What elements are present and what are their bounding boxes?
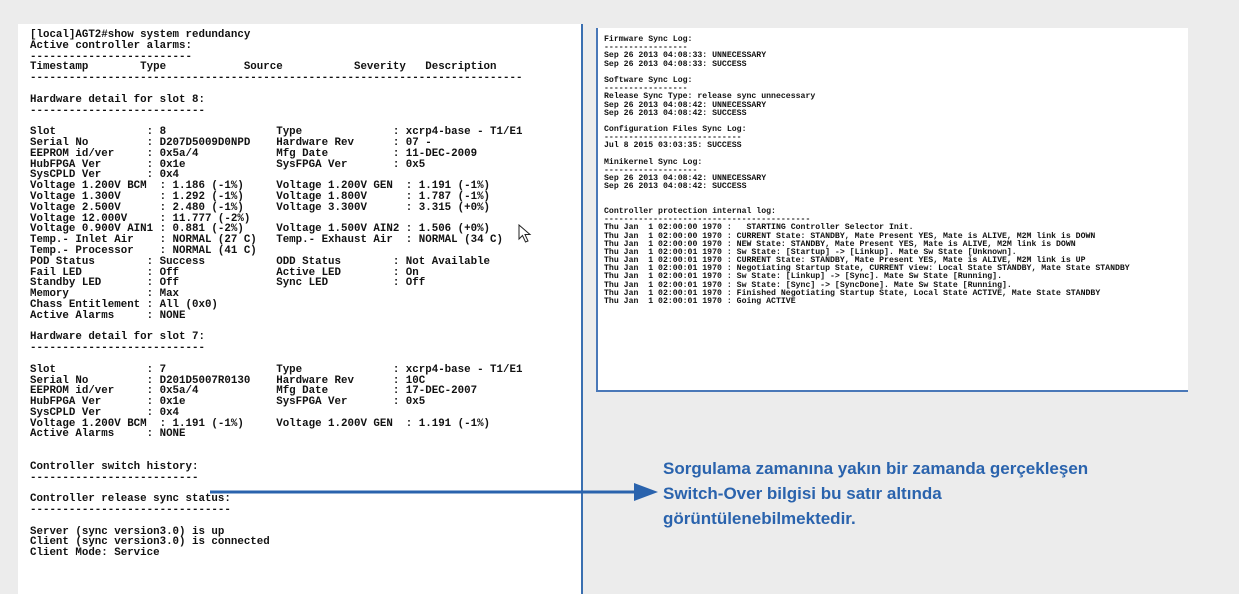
terminal-line: Server (sync version3.0) is up — [30, 525, 225, 538]
terminal-line: Controller switch history: — [30, 460, 199, 473]
terminal-line: Thu Jan 1 02:00:01 1970 : Finished Negotiating Startup State, Local State ACTIVE, Mate State STANDBY — [604, 288, 1101, 298]
terminal-line: Temp.- Processor : NORMAL (41 C) — [30, 244, 257, 257]
terminal-line: Active Alarms : NONE — [30, 428, 186, 441]
terminal-line: EEPROM id/ver : 0x5a/4 Mfg Date : 17-DEC-2007 — [30, 385, 478, 398]
terminal-line: Software Sync Log: — [604, 75, 693, 85]
terminal-line: Sep 26 2013 04:08:33: UNNECESSARY — [604, 51, 767, 61]
mouse-cursor-icon — [518, 224, 532, 244]
terminal-line: Hardware detail for slot 7: — [30, 331, 205, 344]
terminal-line — [604, 191, 1130, 199]
callout-annotation — [663, 456, 1223, 531]
terminal-line: Active Alarms : NONE — [30, 309, 186, 322]
terminal-line: Sep 26 2013 04:08:42: SUCCESS — [604, 182, 747, 192]
terminal-line: ------------------------- — [30, 50, 192, 63]
terminal-line: Voltage 1.200V BCM : 1.186 (-1%) Voltage 1.200V GEN : 1.191 (-1%) — [30, 180, 491, 193]
terminal-line — [30, 440, 522, 451]
callout-line: Sorgulama zamanına yakın bir zamanda gerçekleşen — [663, 459, 1089, 478]
terminal-line: Chass Entitlement : All (0x0) — [30, 298, 218, 311]
terminal-line: SysCPLD Ver : 0x4 — [30, 169, 180, 182]
terminal-line: Controller protection internal log: — [604, 206, 776, 216]
terminal-line: Temp.- Inlet Air : NORMAL (27 C) Temp.- Exhaust Air : NORMAL (34 C) — [30, 234, 503, 247]
terminal-line: Firmware Sync Log: — [604, 35, 693, 44]
terminal-line: Thu Jan 1 02:00:01 1970 : Sw State: [Linkup] -> [Sync]. Mate Sw State [Running]. — [604, 272, 1002, 282]
terminal-line: Memory : Max — [30, 288, 180, 301]
terminal-line: Active controller alarms: — [30, 39, 192, 52]
terminal-line: Serial No : D207D5009D0NPD Hardware Rev : 07 - — [30, 136, 432, 149]
terminal-line: Controller release sync status: — [30, 493, 231, 506]
terminal-line — [604, 68, 1130, 76]
terminal-line: Jul 8 2015 03:03:35: SUCCESS — [604, 141, 742, 151]
terminal-line — [604, 150, 1130, 158]
terminal-line: ---------------------------- — [604, 133, 742, 143]
terminal-line: Voltage 1.200V BCM : 1.191 (-1%) Voltage 1.200V GEN : 1.191 (-1%) — [30, 417, 491, 430]
terminal-line: Slot : 7 Type : xcrp4-base - T1/E1 — [30, 363, 523, 376]
terminal-line: HubFPGA Ver : 0x1e SysFPGA Ver : 0x5 — [30, 396, 426, 409]
terminal-line: -------------------------- — [30, 471, 199, 484]
right-terminal-text — [604, 35, 1130, 305]
terminal-line: ------------------- — [604, 166, 698, 175]
terminal-line: Sep 26 2013 04:08:42: UNNECESSARY — [604, 100, 767, 110]
left-terminal-panel — [18, 24, 583, 594]
terminal-line: [local]AGT2#show system redundancy — [30, 29, 251, 41]
terminal-line: Voltage 2.500V : 2.480 (-1%) Voltage 3.300V : 3.315 (+0%) — [30, 201, 491, 214]
terminal-line: POD Status : Success ODD Status : Not Available — [30, 255, 491, 268]
terminal-line: Client (sync version3.0) is connected — [30, 536, 270, 549]
terminal-line: --------------------------- — [30, 342, 205, 355]
terminal-line: Voltage 1.300V : 1.292 (-1%) Voltage 1.800V : 1.787 (-1%) — [30, 190, 491, 203]
terminal-line: Thu Jan 1 02:00:00 1970 : CURRENT State: STANDBY, Mate Present YES, Mate is ALIVE, M2M link is DOWN — [604, 231, 1096, 241]
terminal-line: HubFPGA Ver : 0x1e SysFPGA Ver : 0x5 — [30, 158, 426, 171]
callout-line: görüntülenebilmektedir. — [663, 509, 856, 528]
terminal-line: Thu Jan 1 02:00:00 1970 : STARTING Controller Selector Init. — [604, 223, 914, 233]
terminal-line: Sep 26 2013 04:08:33: SUCCESS — [604, 59, 747, 69]
terminal-line: ------------------------------------------ — [604, 215, 811, 225]
terminal-line: Release Sync Type: release sync unnecessary — [604, 92, 816, 102]
left-terminal-text — [30, 30, 522, 559]
terminal-line: SysCPLD Ver : 0x4 — [30, 406, 180, 419]
terminal-line: Thu Jan 1 02:00:01 1970 : Sw State: [Sync] -> [SyncDone]. Mate Sw State [Running]. — [604, 280, 1012, 290]
terminal-line: Thu Jan 1 02:00:01 1970 : Sw State: [Startup] -> [Linkup]. Mate Sw State [Unknown]. — [604, 247, 1017, 257]
terminal-line: Serial No : D201D5007R0130 Hardware Rev : 10C — [30, 374, 426, 387]
terminal-line: Voltage 0.900V AIN1 : 0.881 (-2%) Voltage 1.500V AIN2 : 1.506 (+0%) — [30, 223, 491, 236]
terminal-line: Thu Jan 1 02:00:00 1970 : NEW State: STANDBY, Mate Present YES, Mate is ALIVE, M2M link is DOWN — [604, 239, 1076, 249]
terminal-line: Configuration Files Sync Log: — [604, 125, 747, 135]
terminal-line: Thu Jan 1 02:00:01 1970 : CURRENT State: STANDBY, Mate Present YES, Mate is ALIVE, M2M link is UP — [604, 256, 1086, 266]
terminal-line: EEPROM id/ver : 0x5a/4 Mfg Date : 11-DEC-2009 — [30, 147, 478, 160]
terminal-line: Sep 26 2013 04:08:42: UNNECESSARY — [604, 174, 767, 184]
terminal-line: Hardware detail for slot 8: — [30, 93, 205, 106]
terminal-line: Voltage 12.000V : 11.777 (-2%) — [30, 212, 251, 225]
terminal-line: Client Mode: Service — [30, 547, 160, 560]
terminal-line — [604, 199, 1130, 207]
terminal-line: ---------------------------------------------------------------------------- — [30, 72, 523, 85]
terminal-line: ------------------------------- — [30, 504, 231, 517]
callout-arrow-icon — [210, 482, 660, 502]
terminal-line: Thu Jan 1 02:00:01 1970 : Going ACTIVE — [604, 297, 796, 306]
terminal-line: ----------------- — [604, 43, 688, 53]
terminal-line — [604, 117, 1130, 125]
terminal-line: ----------------- — [604, 84, 688, 94]
terminal-line: --------------------------- — [30, 104, 205, 117]
terminal-line: Minikernel Sync Log: — [604, 157, 703, 167]
terminal-line: Sep 26 2013 04:08:42: SUCCESS — [604, 108, 747, 118]
terminal-line: Timestamp Type Source Severity Description — [30, 61, 497, 74]
terminal-line: Standby LED : Off Sync LED : Off — [30, 277, 426, 290]
terminal-line: Fail LED : Off Active LED : On — [30, 266, 419, 279]
terminal-line: Thu Jan 1 02:00:01 1970 : Negotiating Startup State, CURRENT view: Local State STANDBY, Mate State STANDBY — [604, 264, 1130, 274]
callout-line: Switch-Over bilgisi bu satır altında — [663, 484, 942, 503]
terminal-line: Slot : 8 Type : xcrp4-base - T1/E1 — [30, 126, 523, 139]
right-terminal-panel — [596, 28, 1188, 392]
